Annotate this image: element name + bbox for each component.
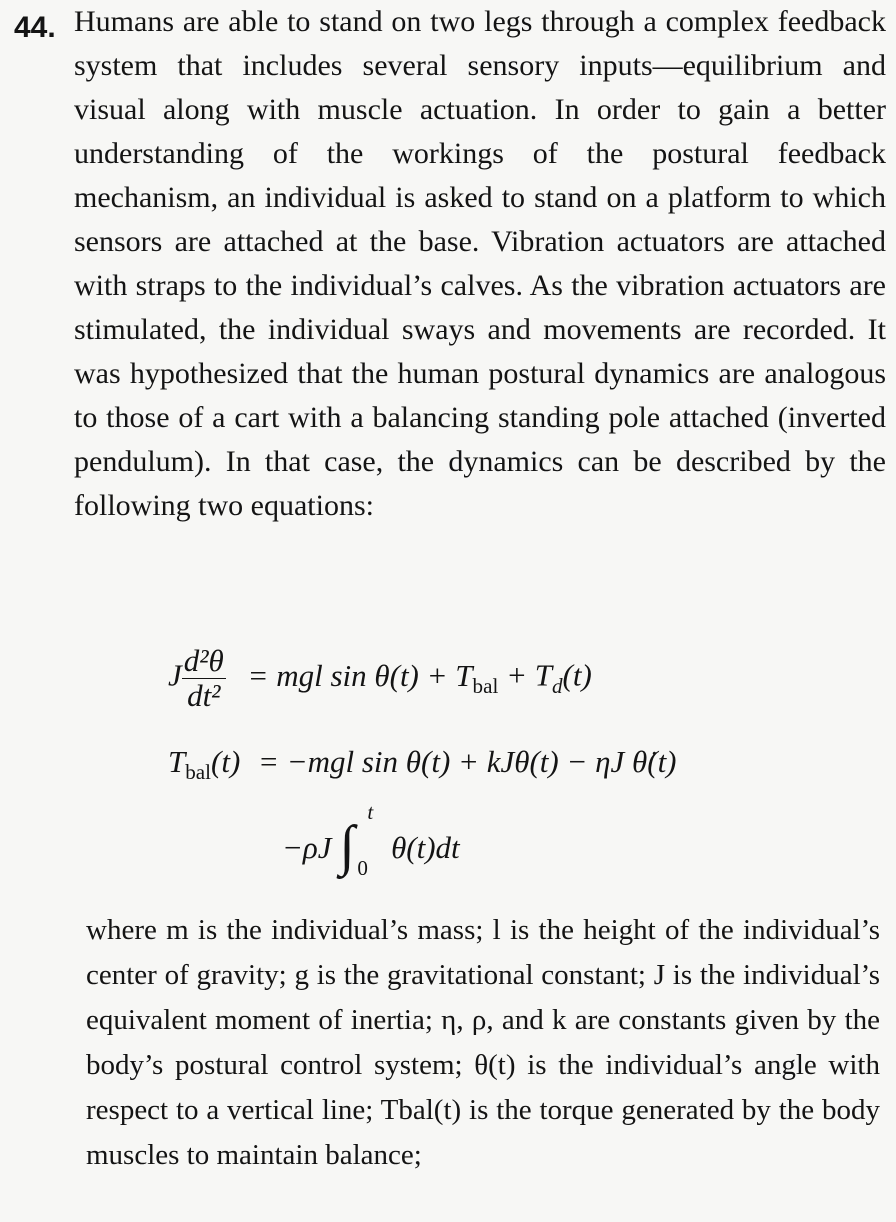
equation-1 [168, 644, 592, 713]
definitions-text: where m is the individual’s mass; l is the height of the individual’s center of gravity; g is the gravitational constant; J is the individual’s equivalent moment of inertia; η, ρ, and k are constants given by the body’s postural control system; θ(t) is the individual’s angle with respect to a vertical line; Tbal(t) is the torque generated by the body muscles to maintain balance; [86, 914, 880, 1171]
eq1-lhs-J: J [168, 657, 182, 693]
integral-lower-limit: 0 [357, 856, 368, 880]
eq2-lhs-tail: (t) [211, 744, 241, 779]
eq2-lhs-sub: bal [185, 760, 212, 785]
eq1-rhs: = mgl sin θ(t) + T [247, 657, 473, 693]
eq1-denominator: dt² [187, 678, 221, 713]
eq1-numerator: d²θ [183, 643, 224, 678]
eq1-rhs-sub2: d [551, 673, 563, 698]
problem-intro-paragraph [74, 0, 886, 528]
eq2-lhs: T [168, 744, 186, 779]
integral-sign: ∫ [339, 815, 355, 877]
equation-2 [168, 744, 677, 785]
eq3-integrand: θ(t)dt [391, 830, 460, 865]
problem-intro-text: Humans are able to stand on two legs through a complex feedback system that includes several sensory inputs—equilibrium and visual along with muscle actuation. In order to gain a better understanding of the workings of the postural feedback mechanism, an individual is asked to stand on a platform to which sensors are attached at the base. Vibration actuators are attached with straps to the individual’s calves. As the vibration actuators are stimulated, the individual sways and movements are recorded. It was hypothesized that the human postural dynamics are analogous to those of a cart with a balancing standing pole attached (inverted pendulum). In that case, the dynamics can be described by the following two equations: [74, 5, 886, 522]
eq1-rhs-tail: + T [498, 657, 552, 693]
integral-upper-limit: t [367, 800, 374, 824]
definitions-paragraph [86, 908, 880, 1178]
eq1-fraction [182, 644, 226, 713]
equation-2-continuation [282, 800, 460, 880]
eq1-rhs-end: (t) [562, 657, 592, 693]
eq3-prefix: −ρJ [282, 830, 332, 865]
eq1-rhs-sub: bal [472, 673, 499, 698]
problem-number: 44. [14, 11, 56, 44]
eq2-rhs: = −mgl sin θ(t) + kJθ(t) − ηJ θ̇(t) [258, 744, 677, 779]
